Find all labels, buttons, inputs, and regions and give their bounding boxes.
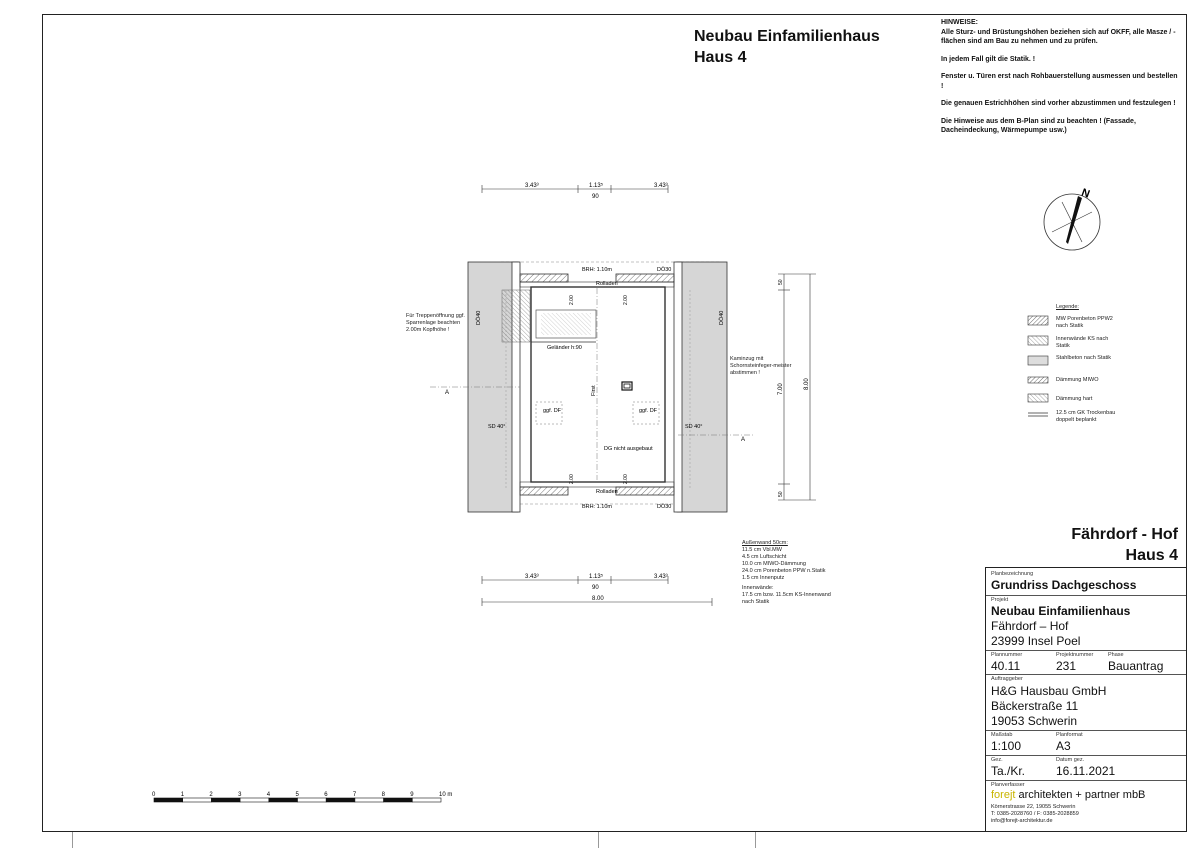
scale-label: 7 (352, 792, 357, 798)
scale-segment (240, 798, 269, 802)
north-label: N (1079, 186, 1092, 201)
dim-right-top: 50 (778, 279, 784, 285)
legend-item: 12.5 cm GK Trockenbau doppelt beplankt (1056, 410, 1116, 423)
first-label: First (591, 385, 597, 396)
legend-swatch-stahlbeton (1028, 356, 1048, 365)
dim-total: 8.00 (592, 596, 604, 602)
h200-c: 2.00 (569, 474, 575, 484)
brh-top: BRH: 1.10m (582, 267, 612, 273)
dim-top-2: 1.13⁵ (589, 183, 604, 189)
projekt-label: Projekt (991, 597, 1009, 603)
scale-label: 9 (410, 792, 414, 798)
hinweise-p2: In jedem Fall gilt die Statik. ! (941, 55, 1036, 63)
plannr-value: 40.11 (991, 659, 1021, 673)
stamp-title2: Haus 4 (1125, 547, 1178, 564)
hinweise-heading: HINWEISE: (941, 19, 978, 26)
rolladen-bottom: Rolladen (596, 489, 618, 495)
d040-right: DÖ40 (719, 310, 725, 325)
projekt-line2: Fährdorf – Hof (991, 619, 1069, 633)
projekt-line3: 23999 Insel Poel (991, 634, 1081, 648)
scale-label: 6 (324, 792, 328, 798)
datum-value: 16.11.2021 (1056, 764, 1116, 778)
hinweise-p5: Die Hinweise aus dem B-Plan sind zu beachten ! (Fassade, Dacheindeckung, Wärmepumpe usw.) (941, 117, 1136, 134)
legend-swatch-ks (1028, 336, 1048, 345)
legend-item: Stahlbeton nach Statik (1056, 355, 1112, 361)
scale-segment (183, 798, 212, 802)
dim-top-3: 3.43³ (654, 183, 668, 189)
legend-item: MW Porenbeton PPW2 nach Statik (1056, 316, 1113, 329)
format-label: Planformat (1056, 732, 1083, 738)
scale-label: 2 (209, 792, 213, 798)
legend-title: Legende: (1056, 304, 1079, 310)
verfasser-label: Planverfasser (991, 782, 1025, 788)
auftrag-line2: Bäckerstraße 11 (991, 699, 1079, 713)
firm-name (991, 789, 1145, 801)
legend-swatch-mw (1028, 316, 1048, 325)
format-value: A3 (1056, 739, 1071, 753)
scale-label: 5 (295, 792, 299, 798)
do30-top: DÖ30 (657, 267, 672, 273)
scale-segment (269, 798, 298, 802)
h200-d: 2.00 (623, 474, 629, 484)
legend-item: Dämmung MIWO (1056, 377, 1099, 383)
firm-accent: forejt (991, 789, 1016, 801)
scale-segment (412, 798, 441, 802)
massstab-label: Maßstab (991, 732, 1013, 738)
address-line3: info@forejt-architektur.de (991, 818, 1053, 824)
section-marker-left: A (445, 390, 450, 396)
title-line2: Haus 4 (694, 49, 747, 66)
planbez-value: Grundriss Dachgeschoss (991, 578, 1137, 592)
datum-label: Datum gez. (1056, 757, 1085, 763)
scale-label: 10 m (439, 792, 453, 798)
dim-bottom (482, 573, 712, 606)
firm-rest: architekten + partner mbB (1015, 789, 1146, 801)
scale-bar (148, 788, 468, 808)
wall-notes (742, 540, 862, 606)
auftrag-label: Auftraggeber (991, 676, 1023, 682)
page-title (694, 26, 880, 68)
dim-top-sub: 90 (592, 194, 599, 200)
dim-right-bottom: 50 (778, 491, 784, 497)
treppe-note: Für Treppenöffnung ggf. Sparrenlage beachten 2.00m Kopfhöhe ! (406, 313, 465, 333)
aussen-line: 24.0 cm Porenbeton PPW n.Statik (742, 568, 826, 574)
h200-b: 2.00 (623, 295, 629, 305)
phase-value: Bauantrag (1108, 659, 1164, 673)
scale-segment (326, 798, 355, 802)
north-arrow-icon (1038, 182, 1108, 252)
aussen-line: 4.5 cm Luftschicht (742, 554, 787, 560)
h200-a: 2.00 (569, 295, 575, 305)
stamp-title (1071, 524, 1178, 566)
aussen-line: 1.5 cm Innenputz (742, 575, 785, 581)
dg-note: DG nicht ausgebaut (604, 446, 653, 452)
legend-item: Dämmung hart (1056, 396, 1093, 402)
massstab-value: 1:100 (991, 739, 1022, 753)
dim-bottom-2: 1.13⁵ (589, 574, 604, 580)
phase-label: Phase (1108, 652, 1124, 658)
dim-bottom-1: 3.43³ (525, 574, 539, 580)
aussen-title: Außenwand 50cm: (742, 540, 788, 546)
frame-tick (72, 832, 73, 848)
chimney (622, 382, 632, 390)
scale-label: 1 (180, 792, 185, 798)
title-line1: Neubau Einfamilienhaus (694, 28, 880, 45)
gez-label: Gez. (991, 757, 1003, 763)
auftrag-line3: 19053 Schwerin (991, 714, 1078, 728)
hinweise-block (941, 18, 1181, 136)
scale-label: 0 (152, 792, 156, 798)
projekt-line1: Neubau Einfamilienhaus (991, 604, 1131, 618)
hinweise-p1: Alle Sturz- und Brüstungshöhen beziehen sich auf OKFF, alle Masze / -flächen sind am Bau zu nehmen und zu prüfen. (941, 28, 1176, 45)
innen-line: 17.5 cm bzw. 11.5cm KS-Innenwand (742, 592, 831, 598)
rolladen-top: Rolladen (596, 281, 618, 287)
projnr-value: 231 (1056, 659, 1077, 673)
dim-right (778, 274, 816, 500)
innen-title: Innenwände: (742, 585, 774, 591)
hinweise-p4: Die genauen Estrichhöhen sind vorher abzustimmen und festzulegen ! (941, 100, 1176, 107)
sd-left: SD 40° (488, 424, 506, 430)
projnr-label: Projektnummer (1056, 652, 1094, 658)
scale-segment (211, 798, 240, 802)
section-marker-right: A (741, 437, 746, 443)
scale-segment (298, 798, 327, 802)
auftrag-line1: H&G Hausbau GmbH (991, 684, 1107, 698)
df-right: ggf. DF (639, 408, 658, 414)
kamin-note: Kaminzug mit Schornsteinfeger-meister abstimmen ! (730, 356, 792, 376)
scale-label: 4 (266, 792, 271, 798)
roof-slope-right (677, 262, 727, 512)
dim-top-1: 3.43³ (525, 183, 539, 189)
d040-left: DÖ40 (476, 310, 482, 325)
dim-right-outer: 8.00 (804, 378, 810, 390)
legend-swatch-hart (1028, 394, 1048, 402)
frame-tick (598, 832, 599, 848)
address-line1: Körnerstrasse 22, 19055 Schwerin (991, 804, 1076, 810)
hinweise-p3: Fenster u. Türen erst nach Rohbauerstellung ausmessen und bestellen ! (941, 73, 1178, 90)
innen-line: nach Statik (742, 599, 770, 605)
scale-label: 8 (381, 792, 385, 798)
legend-swatches (1026, 314, 1056, 424)
address-line2: T: 0385-2028760 / F: 0385-2028859 (991, 811, 1079, 817)
scale-label: 3 (238, 792, 242, 798)
gez-value: Ta./Kr. (991, 764, 1026, 778)
scale-segment (355, 798, 384, 802)
scale-segment (384, 798, 413, 802)
dim-bottom-sub: 90 (592, 585, 599, 591)
dim-bottom-3: 3.43³ (654, 574, 668, 580)
gelaender-label: Geländer h:90 (547, 345, 582, 351)
dim-top (482, 182, 668, 200)
do30-bottom: DÖ30 (657, 504, 672, 510)
frame-tick (755, 832, 756, 848)
aussen-line: 11.5 cm Vbl.MW (742, 547, 782, 553)
brh-bottom: BRH: 1.10m (582, 504, 612, 510)
planbez-label: Planbezeichnung (991, 571, 1034, 577)
dim-right-inner: 7.00 (778, 383, 784, 395)
df-left: ggf. DF (543, 408, 562, 414)
legend-swatch-miwo (1028, 377, 1048, 383)
plannr-label: Plannummer (991, 652, 1023, 658)
scale-segment (154, 798, 183, 802)
stamp-title1: Fährdorf - Hof (1071, 526, 1178, 543)
sd-right: SD 40° (685, 424, 703, 430)
aussen-line: 10.0 cm MIWO-Dämmung (742, 561, 806, 567)
legend-item: Innenwände KS nach Statik (1056, 336, 1109, 349)
